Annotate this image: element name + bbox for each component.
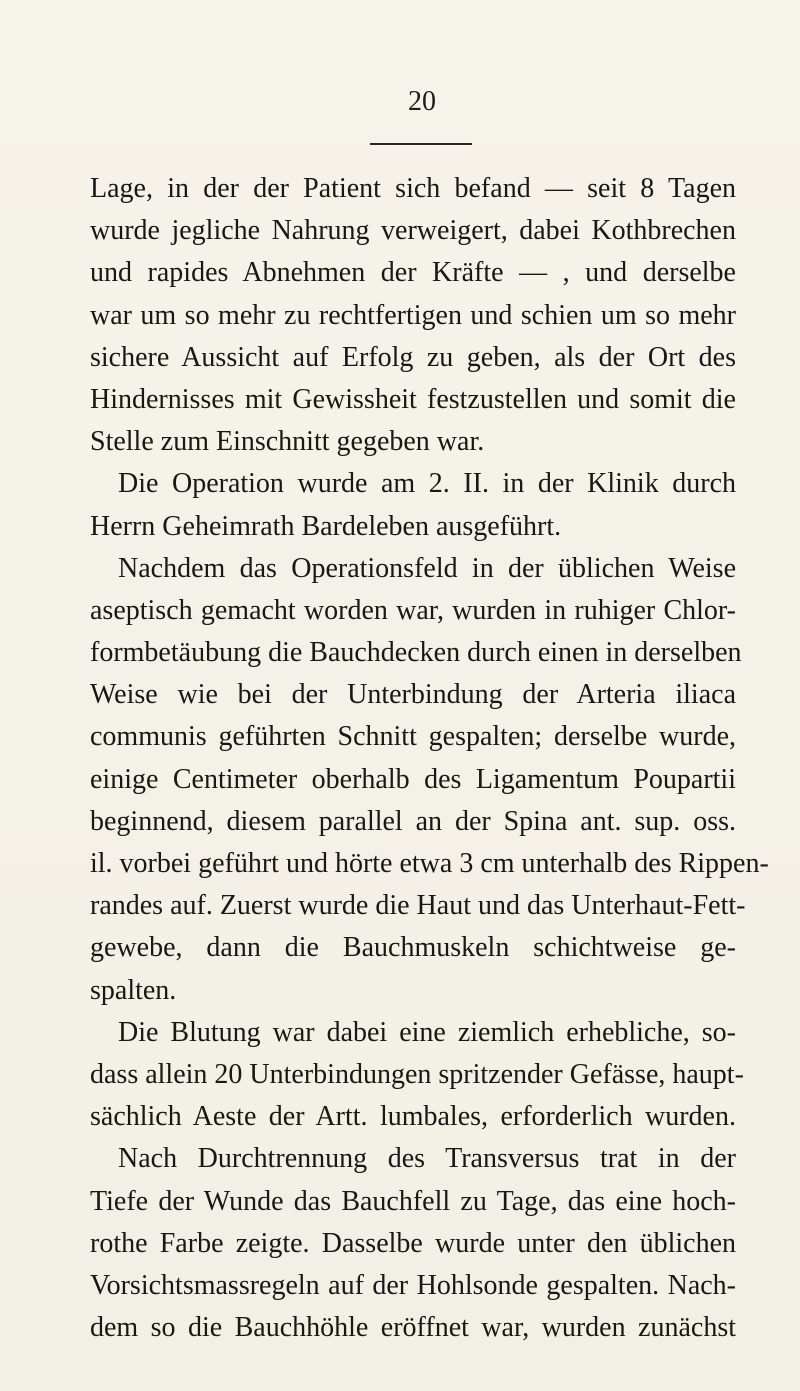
- text-line: Stelle zum Einschnitt gegeben war.: [90, 426, 485, 458]
- text-line: einige Centimeter oberhalb des Ligamentum Poupartii: [90, 763, 736, 795]
- page-number: 20: [408, 86, 436, 117]
- text-line: sichere Aussicht auf Erfolg zu geben, als der Ort des: [90, 341, 736, 373]
- text-line: rothe Farbe zeigte. Dasselbe wurde unter den üblichen: [90, 1227, 736, 1259]
- text-line: Weise wie bei der Unterbindung der Arteria iliaca: [90, 679, 736, 711]
- text-line: dem so die Bauchhöhle eröffnet war, wurden zunächst: [90, 1312, 736, 1344]
- header-rule: [370, 143, 472, 145]
- text-line: spalten.: [90, 974, 177, 1006]
- text-line: Tiefe der Wunde das Bauchfell zu Tage, das eine hoch-: [90, 1185, 736, 1217]
- text-line: Vorsichtsmassregeln auf der Hohlsonde gespalten. Nach-: [90, 1269, 736, 1301]
- text-line: Die Blutung war dabei eine ziemlich erhebliche, so-: [118, 1016, 736, 1048]
- text-line: il. vorbei geführt und hörte etwa 3 cm unterhalb des Rippen-: [90, 848, 769, 879]
- text-line: wurde jegliche Nahrung verweigert, dabei Kothbrechen: [90, 215, 736, 247]
- text-line: sächlich Aeste der Artt. lumbales, erforderlich wurden.: [90, 1101, 736, 1133]
- body-text: [90, 168, 769, 1349]
- text-line: Die Operation wurde am 2. II. in der Klinik durch: [118, 468, 736, 500]
- text-line: Nach Durchtrennung des Transversus trat in der: [118, 1143, 736, 1175]
- text-line: Nachdem das Operationsfeld in der üblichen Weise: [118, 552, 736, 584]
- text-line: communis geführten Schnitt gespalten; derselbe wurde,: [90, 721, 736, 753]
- text-line: und rapides Abnehmen der Kräfte — , und derselbe: [90, 257, 736, 289]
- text-line: Lage, in der der Patient sich befand — seit 8 Tagen: [90, 173, 736, 204]
- text-line: formbetäubung die Bauchdecken durch einen in derselben: [90, 637, 742, 669]
- text-line: randes auf. Zuerst wurde die Haut und das Unterhaut-Fett-: [90, 890, 746, 922]
- text-line: war um so mehr zu rechtfertigen und schien um so mehr: [90, 299, 736, 331]
- text-line: dass allein 20 Unterbindungen spritzender Gefässe, haupt-: [90, 1058, 744, 1090]
- text-line: aseptisch gemacht worden war, wurden in ruhiger Chlor-: [90, 594, 736, 626]
- text-line: gewebe, dann die Bauchmuskeln schichtweise ge-: [90, 932, 736, 964]
- text-line: Hindernisses mit Gewissheit festzustellen und somit die: [90, 383, 736, 415]
- text-line: Herrn Geheimrath Bardeleben ausgeführt.: [90, 510, 562, 542]
- text-line: beginnend, diesem parallel an der Spina ant. sup. oss.: [90, 805, 736, 837]
